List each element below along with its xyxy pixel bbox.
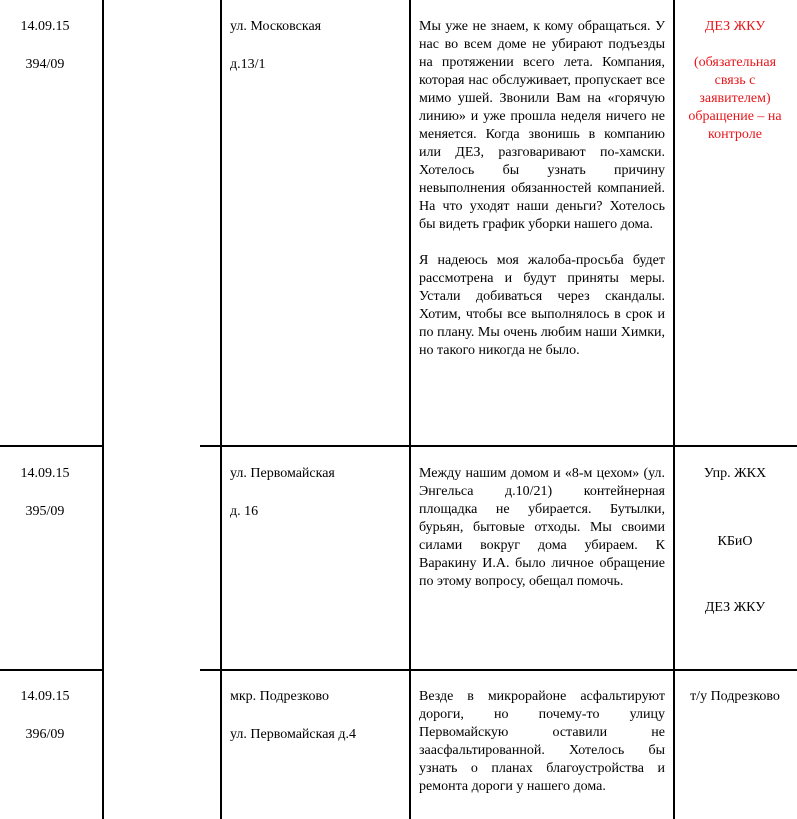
row-1-executor-cell xyxy=(680,18,790,144)
row-2-complaint-cell xyxy=(419,465,665,591)
appeal-date: 14.09.15 xyxy=(20,19,70,34)
address-house: д. 16 xyxy=(230,504,259,519)
executor-name: ДЕЗ ЖКУ xyxy=(704,19,766,34)
row-2-address-cell xyxy=(230,465,400,521)
row-2-executor-cell xyxy=(680,465,790,617)
address-district: мкр. Подрезково xyxy=(230,689,330,704)
appeal-number: 394/09 xyxy=(25,57,65,72)
complaint-paragraph: Мы уже не знаем, к кому обращаться. У нас во всем доме не убирают подъезды на протяжении всего лета. Компания, которая нас обслуживает, пропускает все мимо ушей. Звонили Вам на «горячую линию» и уже прошла неделя ничего не меняется. Когда звонишь в компанию или ДЕЗ, разговаривают по-хамски. Хотелось бы узнать причину невыполнения обязанностей компанией. На что уходят наши деньги? Хотелось бы видеть график уборки нашего дома. xyxy=(419,19,665,232)
appeal-date: 14.09.15 xyxy=(20,466,70,481)
complaint-paragraph: Я надеюсь моя жалоба-просьба будет рассмотрена и будут приняты меры. Устали добиваться через скандалы. Хотим, чтобы все выполнялось в срок и по плану. Мы очень любим наши Химки, но такого никогда не было. xyxy=(419,253,665,358)
complaint-paragraph: Между нашим домом и «8-м цехом» (ул. Энгельса д.10/21) контейнерная площадка не убирается. Бутылки, бурьян, бытовые отходы. Мы своими силами вокруг дома убираем. К Варакину И.А. было личное обращение по этому вопросу, обещал помочь. xyxy=(419,466,665,589)
column-rule xyxy=(102,0,104,819)
row-1-address-cell xyxy=(230,18,400,74)
executor-note: (обязательная связь с заявителем) обращение – на контроле xyxy=(688,55,782,142)
row-3-complaint-cell xyxy=(419,688,665,796)
complaint-paragraph: Везде в микрорайоне асфальтируют дороги, но почему-то улицу Первомайскую оставили не заасфальтированной. Хотелось бы узнать о планах благоустройства и ремонта дороги у нашего дома. xyxy=(419,689,665,794)
executor-name: ДЕЗ ЖКУ xyxy=(704,600,766,615)
address-street: ул. Первомайская xyxy=(230,466,335,481)
row-3-address-cell xyxy=(230,688,405,744)
row-3-date-cell xyxy=(0,688,90,744)
appeal-number: 395/09 xyxy=(25,504,65,519)
executor-name: Упр. ЖКХ xyxy=(703,466,767,481)
row-rule xyxy=(0,669,102,671)
row-2-date-cell xyxy=(0,465,90,521)
appeal-date: 14.09.15 xyxy=(20,689,70,704)
row-rule xyxy=(0,445,102,447)
address-street: ул. Московская xyxy=(230,19,322,34)
column-rule xyxy=(409,0,411,819)
address-house: д.13/1 xyxy=(230,57,266,72)
row-rule xyxy=(200,669,797,671)
executor-name: т/у Подрезково xyxy=(690,689,780,704)
row-rule xyxy=(200,445,797,447)
column-rule xyxy=(673,0,675,819)
row-3-executor-cell xyxy=(680,688,790,706)
address-street: ул. Первомайская д.4 xyxy=(230,727,356,742)
appeal-number: 396/09 xyxy=(25,727,65,742)
row-1-date-cell xyxy=(0,18,90,74)
executor-name: КБиО xyxy=(717,534,753,549)
row-1-complaint-cell xyxy=(419,18,665,360)
column-rule xyxy=(220,0,222,819)
